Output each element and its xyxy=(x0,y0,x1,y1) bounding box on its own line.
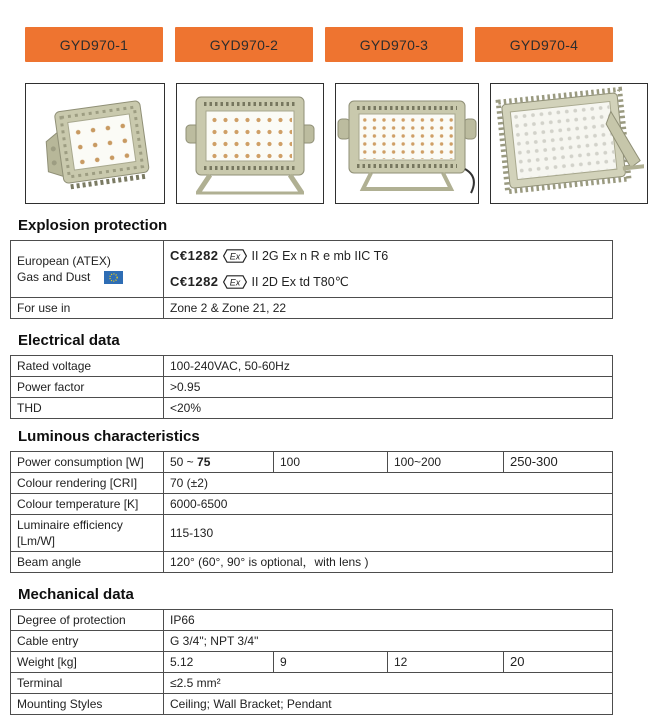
power-consumption-label: Power consumption [W] xyxy=(11,452,164,473)
table-row xyxy=(11,694,613,715)
cert-text-gas: II 2G Ex n R e mb IIC T6 xyxy=(251,249,389,263)
for-use-in-value: Zone 2 & Zone 21, 22 xyxy=(164,298,613,319)
mounting-styles-label: Mounting Styles xyxy=(11,694,164,715)
table-row xyxy=(11,631,613,652)
table-row xyxy=(11,356,613,377)
rated-voltage-label: Rated voltage xyxy=(11,356,164,377)
for-use-in-label: For use in xyxy=(11,298,164,319)
svg-text:Ex: Ex xyxy=(229,277,240,288)
beam-angle-label: Beam angle xyxy=(11,552,164,573)
mechanical-table xyxy=(10,609,613,715)
atex-label-cell xyxy=(11,241,164,298)
degree-of-protection-value: IP66 xyxy=(164,610,613,631)
table-row xyxy=(11,398,613,419)
cert-line-gas xyxy=(170,243,606,269)
tab-gyd970-2[interactable]: GYD970-2 xyxy=(175,27,313,62)
table-row xyxy=(11,652,613,673)
tab-gyd970-4[interactable]: GYD970-4 xyxy=(475,27,613,62)
rated-voltage-value: 100-240VAC, 50-60Hz xyxy=(164,356,613,377)
product-photo-row xyxy=(25,83,648,204)
svg-text:Ex: Ex xyxy=(229,251,240,262)
product-photo-gyd970-4 xyxy=(490,83,648,204)
colour-rendering-label: Colour rendering [CRI] xyxy=(11,473,164,494)
ce-mark: C€1282 xyxy=(170,248,219,263)
table-row xyxy=(11,494,613,515)
table-row xyxy=(11,552,613,573)
table-row xyxy=(11,673,613,694)
weight-col1: 5.12 xyxy=(164,652,274,673)
weight-col2: 9 xyxy=(274,652,388,673)
floodlight-2-image xyxy=(180,87,320,201)
product-photo-gyd970-3 xyxy=(335,83,479,204)
beam-angle-value: 120° (60°, 90° is optional，with lens ) xyxy=(164,552,613,573)
colour-temperature-value: 6000-6500 xyxy=(164,494,613,515)
product-photo-gyd970-1 xyxy=(25,83,165,204)
floodlight-3-image xyxy=(337,87,477,201)
colour-rendering-value: 70 (±2) xyxy=(164,473,613,494)
power-consumption-col2: 100 xyxy=(274,452,388,473)
luminaire-efficiency-value: 115-130 xyxy=(164,515,613,552)
thd-value: <20% xyxy=(164,398,613,419)
terminal-label: Terminal xyxy=(11,673,164,694)
electrical-data-title: Electrical data xyxy=(18,332,120,349)
tab-gyd970-3[interactable]: GYD970-3 xyxy=(325,27,463,62)
floodlight-1-image xyxy=(29,87,161,201)
cert-line-dust xyxy=(170,269,606,295)
atex-label-line2: Gas and Dust xyxy=(17,270,91,284)
mechanical-data-title: Mechanical data xyxy=(18,586,134,603)
table-row xyxy=(11,610,613,631)
table-row xyxy=(11,515,613,552)
terminal-value: ≤2.5 mm² xyxy=(164,673,613,694)
luminous-title: Luminous characteristics xyxy=(18,428,200,445)
power-consumption-col1: 50 ~ 75 xyxy=(164,452,274,473)
thd-label: THD xyxy=(11,398,164,419)
weight-col3: 12 xyxy=(388,652,504,673)
electrical-table xyxy=(10,355,613,419)
atex-ex-hexagon-icon xyxy=(223,275,247,289)
weight-label: Weight [kg] xyxy=(11,652,164,673)
cert-text-dust: II 2D Ex td T80℃ xyxy=(251,275,349,289)
table-row xyxy=(11,473,613,494)
eu-flag-icon xyxy=(104,271,123,284)
atex-label-line1: European (ATEX) xyxy=(17,254,111,268)
power-consumption-col4: 250-300 xyxy=(504,452,613,473)
model-tabs xyxy=(25,27,650,62)
ce-mark: C€1282 xyxy=(170,274,219,289)
table-row xyxy=(11,452,613,473)
atex-ex-hexagon-icon xyxy=(223,249,247,263)
cable-entry-value: G 3/4"; NPT 3/4" xyxy=(164,631,613,652)
explosion-table xyxy=(10,240,613,319)
power-consumption-col3: 100~200 xyxy=(388,452,504,473)
floodlight-4-image xyxy=(494,86,644,202)
cable-entry-label: Cable entry xyxy=(11,631,164,652)
luminous-table xyxy=(10,451,613,573)
colour-temperature-label: Colour temperature [K] xyxy=(11,494,164,515)
table-row xyxy=(11,298,613,319)
table-row xyxy=(11,377,613,398)
power-factor-value: >0.95 xyxy=(164,377,613,398)
tab-gyd970-1[interactable]: GYD970-1 xyxy=(25,27,163,62)
table-row xyxy=(11,241,613,298)
weight-col4: 20 xyxy=(504,652,613,673)
atex-cert-cell xyxy=(164,241,613,298)
luminaire-efficiency-label: Luminaire efficiency [Lm/W] xyxy=(11,515,164,552)
mounting-styles-value: Ceiling; Wall Bracket; Pendant xyxy=(164,694,613,715)
explosion-protection-title: Explosion protection xyxy=(18,217,168,234)
product-photo-gyd970-2 xyxy=(176,83,324,204)
power-factor-label: Power factor xyxy=(11,377,164,398)
degree-of-protection-label: Degree of protection xyxy=(11,610,164,631)
